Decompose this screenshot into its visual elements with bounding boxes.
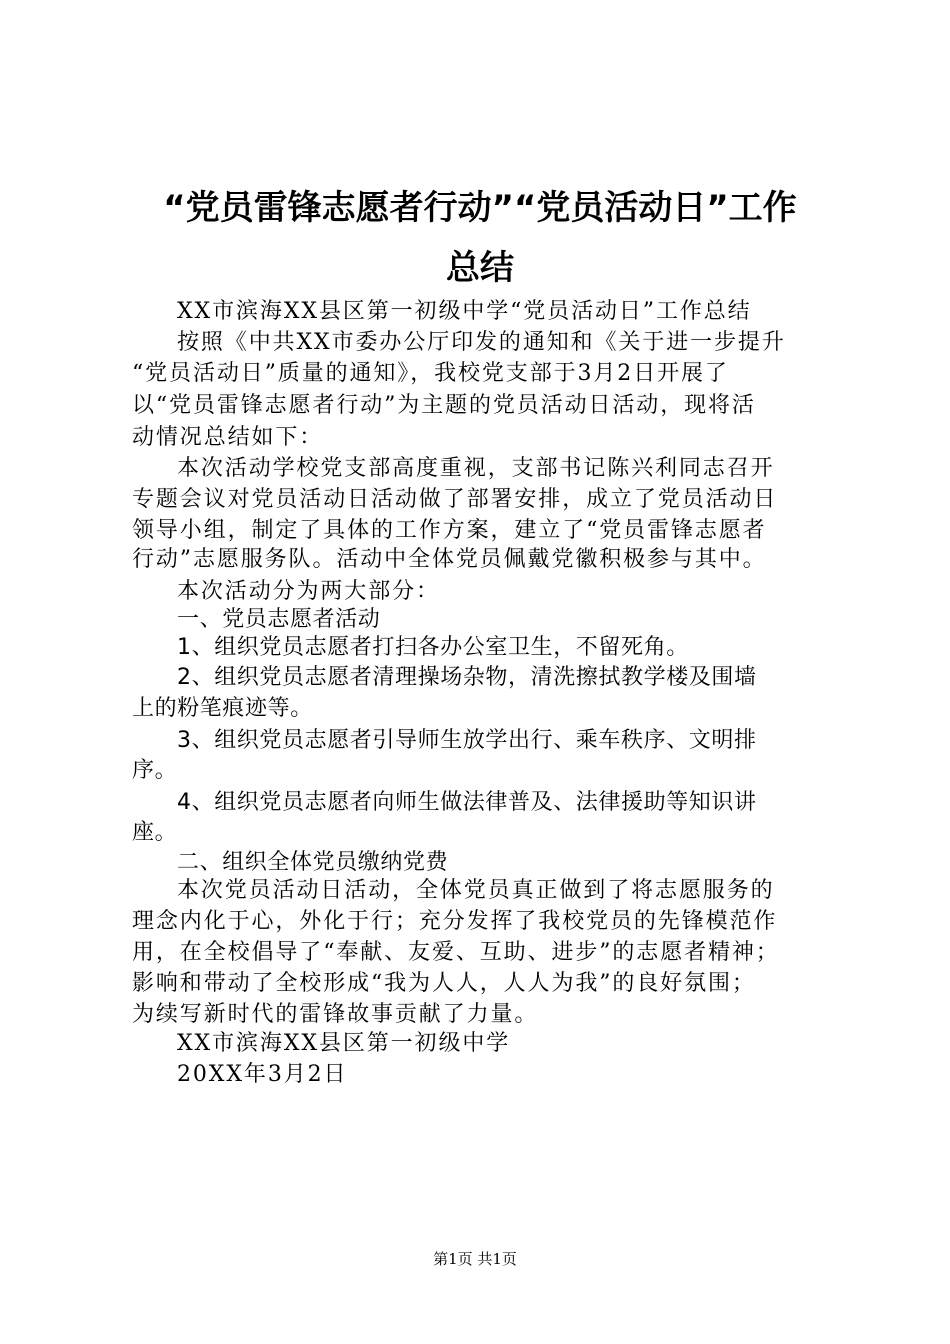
paragraph-line: 影响和带动了全校形成“我为人人，人人为我”的良好氛围； (132, 971, 756, 996)
document-title-line-2: 总结 (446, 248, 514, 288)
paragraph-line: 本次党员活动日活动，全体党员真正做到了将志愿服务的 (177, 878, 775, 903)
list-item-continued: 座。 (132, 820, 178, 845)
signature-school: XX市滨海XX县区第一初级中学 (177, 1031, 511, 1056)
paragraph-line: “党员活动日”质量的通知》，我校党支部于3月2日开展了 (132, 361, 729, 386)
list-item: 2、组织党员志愿者清理操场杂物，清洗擦拭教学楼及围墙 (177, 665, 757, 690)
paragraph-line: 行动”志愿服务队。活动中全体党员佩戴党徽积极参与其中。 (132, 547, 767, 572)
list-item-continued: 上的粉笔痕迹等。 (132, 696, 313, 721)
paragraph-line: 专题会议对党员活动日活动做了部署安排，成立了党员活动日 (132, 487, 778, 512)
school-heading-line: XX市滨海XX县区第一初级中学“党员活动日”工作总结 (177, 299, 752, 324)
paragraph-line: 本次活动学校党支部高度重视，支部书记陈兴利同志召开 (177, 456, 775, 481)
paragraph-line: 按照《中共XX市委办公厅印发的通知和《关于进一步提升 (177, 330, 786, 355)
page-footer: 第1页 共1页 (433, 1250, 517, 1268)
list-item: 3、组织党员志愿者引导师生放学出行、乘车秩序、文明排 (177, 728, 757, 753)
paragraph-line: 本次活动分为两大部分： (177, 579, 440, 604)
section-heading: 一、党员志愿者活动 (177, 607, 381, 632)
paragraph-line: 用，在全校倡导了“奉献、友爱、互助、进步”的志愿者精神； (132, 940, 780, 965)
paragraph-line: 理念内化于心，外化于行；充分发挥了我校党员的先锋模范作 (132, 909, 778, 934)
list-item: 4、组织党员志愿者向师生做法律普及、法律援助等知识讲 (177, 790, 757, 815)
list-item-continued: 序。 (132, 758, 178, 783)
section-heading: 二、组织全体党员缴纳党费 (177, 850, 449, 875)
paragraph-line: 领导小组，制定了具体的工作方案，建立了“党员雷锋志愿者 (132, 518, 767, 543)
list-item: 1、组织党员志愿者打扫各办公室卫生，不留死角。 (177, 635, 689, 660)
document-title-line-1: “党员雷锋志愿者行动”“党员活动日”工作 (163, 188, 797, 228)
paragraph-line: 为续写新时代的雷锋故事贡献了力量。 (132, 1002, 539, 1027)
paragraph-line: 动情况总结如下： (132, 425, 324, 450)
paragraph-line: 以“党员雷锋志愿者行动”为主题的党员活动日活动，现将活 (132, 393, 756, 418)
signature-date: 20XX年3月2日 (177, 1062, 348, 1087)
